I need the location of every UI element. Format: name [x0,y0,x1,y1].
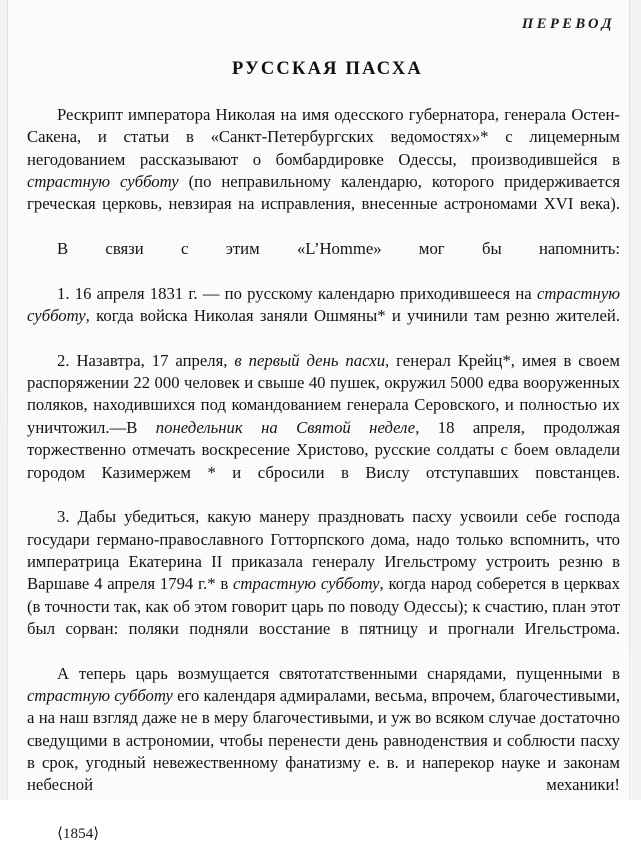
paragraph: В связи с этим «L’Homme» мог бы напомнить: [57,239,620,259]
paragraph: Рескрипт императора Николая на имя одесского губернатора, генерала Остен-Сакена, и статьи в «Санкт-Петербургских ведомостях»* с лицемерным негодованием рассказывают о бомбардировке Одессы, производившейся в страстную субботу (по неправильному календарю, которого придерживается греческая церковь, невзирая на исправления, внесенные астрономами XVI века). [27,105,620,214]
paragraph: А теперь царь возмущается святотатственными снарядами, пущенными в страстную субботу его календаря адмиралами, весьма, впрочем, благочестивыми, а на наш взгляд даже не в меру благочестивыми, и уж во всяком случае достаточно сведущими в астрономии, чтобы перенести день равноденствия и соблюсти пасху в срок, угодный невежественному фанатизму е. в. и наперекор науке и законам небесной механики! [27,663,620,795]
running-head: ПЕРЕВОД [522,16,615,32]
emphasis-text: страстную субботу [27,283,620,326]
emphasis-text: страстную субботу [233,574,380,594]
page-right-margin-shadow [630,0,641,800]
body-text [27,104,622,819]
emphasis-text: страстную субботу [27,172,179,192]
page-content [27,0,622,842]
emphasis-text: страстную субботу [27,685,173,705]
paragraph: 1. 16 апреля 1831 г. — по русскому календарю приходившееся на страстную субботу, когда войска Николая заняли Ошмяны* и учинили там резню жителей. [27,283,620,326]
paragraph: 3. Дабы убедиться, какую манеру праздновать пасху усвоили себе господа государи германо-православного Готторпского дома, надо только вспомнить, что императрица Екатерина II приказала генералу Игельстрому устроить резню в Варшаве 4 апреля 1794 г.* в страстную субботу, когда народ соберется в церквах (в точности так, как об этом говорит царь по поводу Одессы); к счастию, план этот был сорван: поляки подняли восстание в пятницу и прогнали Игельстрома. [27,507,620,638]
paragraph: 2. Назавтра, 17 апреля, в первый день пасхи, генерал Крейц*, имея в своем распоряжении 22 000 человек и свыше 40 пушек, окружил 5000 едва вооруженных поляков, находившихся под командованием генерала Серовского, и полностью их уничтожил.—В понедельник на Святой неделе, 18 апреля, продолжая торжественно отмечать воскресение Христово, русские солдаты с боем овладели городом Казимержем * и сбросили в Вислу отступавших повстанцев. [27,350,621,482]
page-left-edge-line [7,0,8,800]
page-title: РУССКАЯ ПАСХА [232,59,423,79]
emphasis-text: в первый день пасхи [234,350,386,370]
page-right-edge-line [629,0,630,800]
dateline: ⟨1854⟩ [57,825,100,842]
page-left-margin-shadow [0,0,7,800]
emphasis-text: понедельник на Святой неделе [155,417,416,437]
